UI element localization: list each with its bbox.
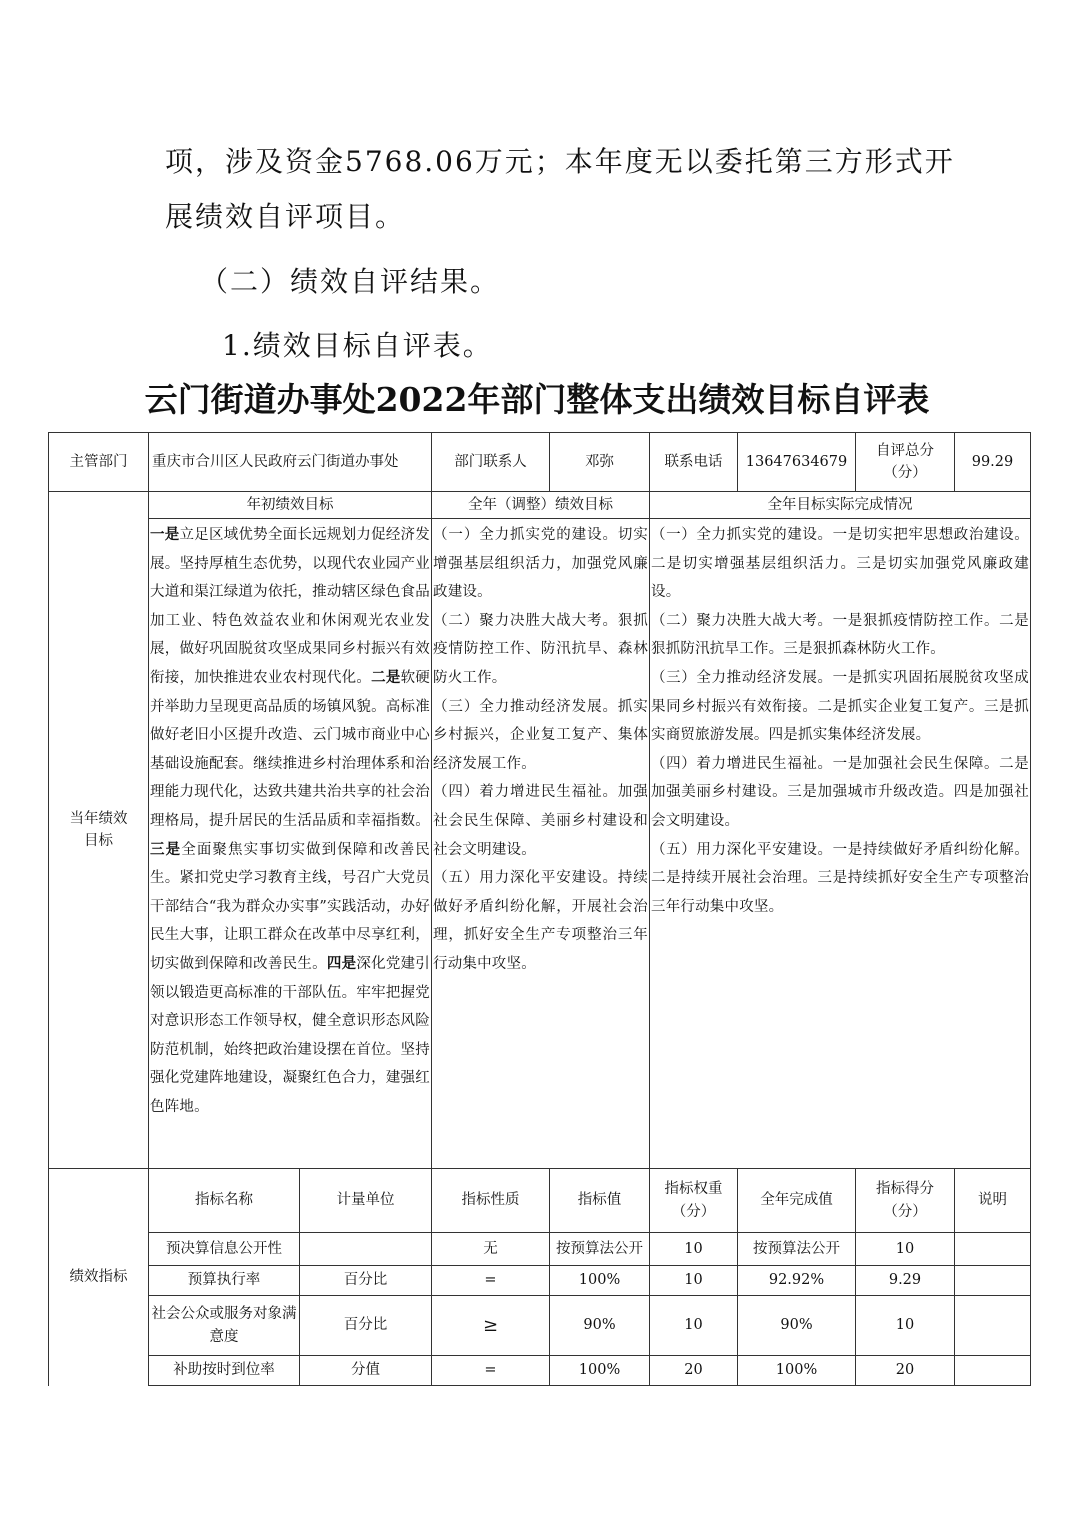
indicator-header-nature: 指标性质	[432, 1169, 550, 1233]
indicator-score: 10	[856, 1233, 955, 1266]
intro-line-1: 项，涉及资金5768.06万元；本年度无以委托第三方形式开	[165, 145, 955, 178]
intro-line-2: 展绩效自评项目。	[165, 200, 406, 233]
actual-completion-2: （二）聚力决胜大战大考。一是狠抓疫情防控工作。二是狠抓防汛抗旱工作。三是狠抓森林防火工作。	[651, 612, 1029, 658]
indicator-completed: 92.92%	[738, 1266, 856, 1296]
indicator-value: 90%	[550, 1296, 650, 1356]
indicator-name: 社会公众或服务对象满意度	[149, 1296, 300, 1356]
actual-completion-4: （四）着力增进民生福祉。一是加强社会民生保障。二是加强美丽乡村建设。三是加强城市升级改造。四是加强社会文明建设。	[651, 755, 1029, 829]
phone-value: 13647634679	[738, 433, 856, 492]
indicators-row-label: 绩效指标	[49, 1169, 149, 1386]
indicator-value: 按预算法公开	[550, 1233, 650, 1266]
indicator-unit: 分值	[300, 1356, 432, 1386]
goals-col2-header: 全年（调整）绩效目标	[432, 492, 650, 519]
initial-goal-3-marker: 三是	[150, 840, 182, 858]
actual-completion	[650, 519, 1031, 1169]
indicator-score: 20	[856, 1356, 955, 1386]
section-heading: （二）绩效自评结果。	[200, 265, 501, 298]
indicator-weight: 10	[650, 1233, 738, 1266]
adjusted-goals	[432, 519, 650, 1169]
indicator-header-weight: 指标权重（分）	[650, 1169, 738, 1233]
table-row	[49, 1356, 1031, 1386]
score-value: 99.29	[955, 433, 1031, 492]
initial-goal-4-text: 深化党建引领以锻造更高标准的干部队伍。牢牢把握党对意识形态工作领导权，健全意识形态风险防范机制，始终把政治建设摆在首位。坚持强化党建阵地建设，凝聚红色合力，建强红色阵地。	[150, 955, 430, 1115]
dept-label: 主管部门	[49, 433, 149, 492]
initial-goal-1-text: 立足区域优势全面长远规划力促经济发展。坚持厚植生态优势，以现代农业园产业大道和渠江绿道为依托，推动辖区绿色食品加工业、特色效益农业和休闲观光农业发展，做好巩固脱贫攻坚成果同乡村振兴有效衔接，加快推进农业农村现代化。	[150, 527, 430, 686]
indicator-header-value: 指标值	[550, 1169, 650, 1233]
initial-goal-3-text: 全面聚焦实事切实做到保障和改善民生。紧扣党史学习教育主线，号召广大党员干部结合“我为群众办实事”实践活动，办好民生大事，让职工群众在改革中尽享红利，切实做到保障和改善民生。	[150, 841, 430, 972]
indicator-unit	[300, 1233, 432, 1266]
score-label: 自评总分（分）	[856, 433, 955, 492]
header-row	[49, 433, 1031, 492]
indicator-header-completed: 全年完成值	[738, 1169, 856, 1233]
indicator-nature: ≥	[432, 1296, 550, 1356]
self-evaluation-table	[48, 432, 1031, 1386]
goals-col3-header: 全年目标实际完成情况	[650, 492, 1031, 519]
indicator-weight: 10	[650, 1296, 738, 1356]
indicator-nature: =	[432, 1356, 550, 1386]
adjusted-goal-3: （三）全力推动经济发展。抓实乡村振兴，企业复工复产、集体经济发展工作。	[433, 698, 648, 772]
contact-label: 部门联系人	[432, 433, 550, 492]
subsection-heading: 1.绩效目标自评表。	[222, 329, 493, 362]
actual-completion-5: （五）用力深化平安建设。一是持续做好矛盾纠纷化解。二是持续开展社会治理。三是持续抓好安全生产专项整治三年行动集中攻坚。	[651, 841, 1029, 915]
contact-value: 邓弥	[550, 433, 650, 492]
indicator-score: 10	[856, 1296, 955, 1356]
indicator-name: 预算执行率	[149, 1266, 300, 1296]
indicator-unit: 百分比	[300, 1296, 432, 1356]
indicator-nature: 无	[432, 1233, 550, 1266]
indicator-name: 补助按时到位率	[149, 1356, 300, 1386]
indicator-completed: 按预算法公开	[738, 1233, 856, 1266]
indicator-weight: 10	[650, 1266, 738, 1296]
initial-goal-1-marker: 一是	[150, 526, 180, 543]
indicator-name: 预决算信息公开性	[149, 1233, 300, 1266]
dept-value: 重庆市合川区人民政府云门街道办事处	[149, 433, 432, 492]
indicator-weight: 20	[650, 1356, 738, 1386]
phone-label: 联系电话	[650, 433, 738, 492]
actual-completion-3: （三）全力推动经济发展。一是抓实巩固拓展脱贫攻坚成果同乡村振兴有效衔接。二是抓实企业复工复产。三是抓实商贸旅游发展。四是抓实集体经济发展。	[651, 669, 1029, 744]
indicator-value: 100%	[550, 1356, 650, 1386]
document-title: 云门街道办事处2022年部门整体支出绩效目标自评表	[144, 380, 930, 419]
indicator-note	[955, 1266, 1031, 1296]
indicator-unit: 百分比	[300, 1266, 432, 1296]
initial-goal-2-marker: 二是	[371, 668, 401, 686]
indicator-score: 9.29	[856, 1266, 955, 1296]
adjusted-goal-4: （四）着力增进民生福祉。加强社会民生保障、美丽乡村建设和社会文明建设。	[433, 784, 648, 858]
goals-col1-header: 年初绩效目标	[149, 492, 432, 519]
indicator-header-note: 说明	[955, 1169, 1031, 1233]
indicator-completed: 90%	[738, 1296, 856, 1356]
goals-content-row	[49, 519, 1031, 1169]
indicator-nature: =	[432, 1266, 550, 1296]
indicator-header-row	[49, 1169, 1031, 1233]
indicator-header-unit: 计量单位	[300, 1169, 432, 1233]
table-row	[49, 1266, 1031, 1296]
indicator-note	[955, 1233, 1031, 1266]
initial-goal-2-text: 软硬并举助力呈现更高品质的场镇风貌。高标准做好老旧小区提升改造、云门城市商业中心基础设施配套。继续推进乡村治理体系和治理能力现代化，达致共建共治共享的社会治理格局，提升居民的生活品质和幸福指数。	[150, 669, 431, 829]
adjusted-goal-5: （五）用力深化平安建设。持续做好矛盾纠纷化解，开展社会治理，抓好安全生产专项整治三年行动集中攻坚。	[433, 870, 648, 972]
indicator-value: 100%	[550, 1266, 650, 1296]
adjusted-goal-2: （二）聚力决胜大战大考。狠抓疫情防控工作、防汛抗旱、森林防火工作。	[433, 612, 648, 686]
adjusted-goal-1: （一）全力抓实党的建设。切实增强基层组织活力，加强党风廉政建设。	[433, 527, 648, 601]
indicator-header-name: 指标名称	[149, 1169, 300, 1233]
actual-completion-1: （一）全力抓实党的建设。一是切实把牢思想政治建设。二是切实增强基层组织活力。三是切实加强党风廉政建设。	[651, 527, 1029, 601]
initial-goal-4-marker: 四是	[326, 954, 357, 972]
table-row	[49, 1296, 1031, 1356]
indicator-completed: 100%	[738, 1356, 856, 1386]
indicator-note	[955, 1296, 1031, 1356]
indicator-note	[955, 1356, 1031, 1386]
initial-goals	[149, 519, 432, 1169]
goals-header-row	[49, 492, 1031, 519]
goals-row-label: 当年绩效目标	[49, 492, 149, 1169]
indicator-header-score: 指标得分（分）	[856, 1169, 955, 1233]
table-row	[49, 1233, 1031, 1266]
